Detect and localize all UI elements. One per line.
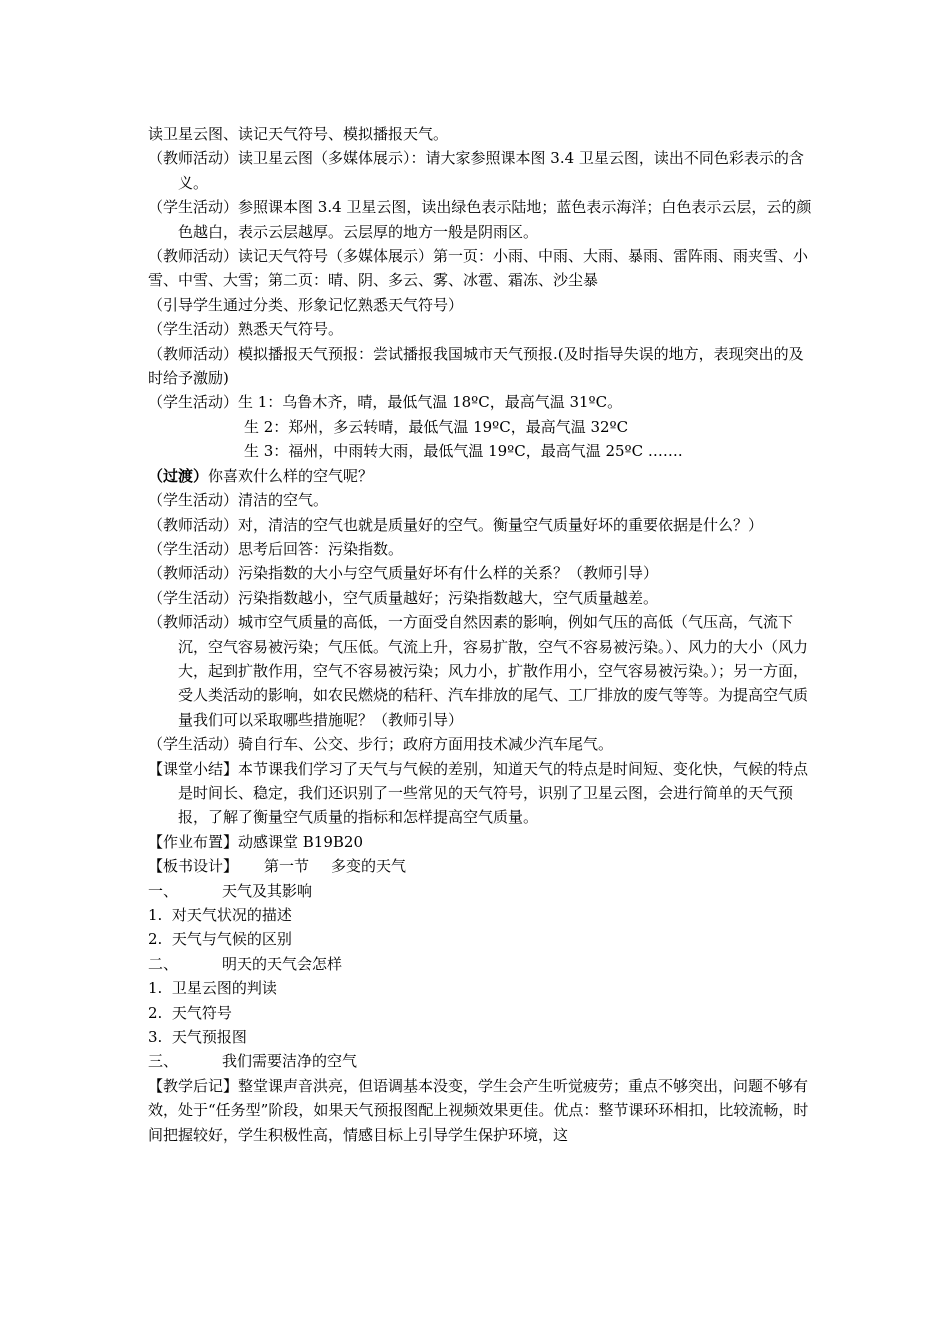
paragraph-transition (148, 464, 818, 488)
paragraph-teacher-index-relation: （教师活动）污染指数的大小与空气质量好坏有什么样的关系？（教师引导） (148, 564, 659, 583)
board-item-text: 天气预报图 (171, 1028, 247, 1047)
paragraph-teacher-air-quality: （教师活动）对，清洁的空气也就是质量好的空气。衡量空气质量好坏的重要依据是什么？） (148, 515, 764, 534)
board-item-num: 3. (148, 1028, 163, 1047)
board-item-num: 二、 (148, 954, 179, 973)
paragraph-guide-classify: （引导学生通过分类、形象记忆熟悉天气符号） (148, 295, 464, 314)
board-item-text: 天气与气候的区别 (171, 930, 292, 949)
board-item-2 (148, 903, 818, 927)
paragraph-student-clean-air: （学生活动）清洁的空气。 (148, 491, 329, 510)
board-item-num: 2. (148, 1003, 163, 1022)
paragraph-student-forecast-1: （学生活动）生 1：乌鲁木齐，晴，最低气温 18ºC，最高气温 31ºC。 (148, 393, 623, 412)
board-item-text: 对天气状况的描述 (171, 906, 292, 924)
paragraph-intro: 读卫星云图、读记天气符号、模拟播报天气。 (148, 125, 449, 143)
summary-text: 本节课我们学习了天气与气候的差别，知道天气的特点是时间短、变化快，气候的特点是时间长、稳定，我们还识别了一些常见的天气符号，识别了卫星云图，会进行简单的天气预报，了解了衡量空气质量的指标和怎样提高空气质量。 (178, 759, 809, 827)
transition-label: （过渡） (148, 466, 209, 485)
paragraph-homework (148, 830, 818, 854)
board-item-num: 一、 (148, 881, 179, 900)
board-item-num: 1. (148, 979, 163, 998)
board-item-num: 三、 (148, 1052, 179, 1071)
board-item-6 (148, 1001, 818, 1025)
board-item-5 (148, 976, 818, 1000)
paragraph-student-cloud-map: （学生活动）参照课本图 3.4 卫星云图，读出绿色表示陆地；蓝色表示海洋；白色表示云层，云的颜色越白，表示云层越厚。云层厚的地方一般是阴雨区。 (148, 198, 812, 241)
reflection-text: 整堂课声音洪亮，但语调基本没变，学生会产生听觉疲劳；重点不够突出，问题不够有效，处于“任务型”阶段，如果天气预报图配上视频效果更佳。优点：整节课环环相扣，比较流畅，时间把握较好，学生积极性高，情感目标上引导学生保护环境，这 (148, 1076, 809, 1144)
board-item-text: 明天的天气会怎样 (222, 954, 343, 973)
reflection-label: 【教学后记】 (148, 1076, 239, 1095)
board-item-text: 天气符号 (171, 1003, 232, 1022)
board-item-num: 2. (148, 930, 163, 949)
document-page (148, 122, 818, 1147)
paragraph-board-design (148, 854, 818, 878)
board-item-1 (148, 879, 818, 903)
paragraph-student-familiar: （学生活动）熟悉天气符号。 (148, 320, 344, 339)
paragraph-student-pollution-index: （学生活动）思考后回答：污染指数。 (148, 539, 404, 558)
board-item-4 (148, 952, 818, 976)
paragraph-student-forecast-2: 生 2：郑州，多云转晴，最低气温 19ºC，最高气温 32ºC (244, 417, 629, 436)
board-item-text: 天气及其影响 (222, 881, 313, 900)
transition-text: 你喜欢什么样的空气呢？ (208, 466, 374, 485)
paragraph-reflection (148, 1074, 818, 1147)
paragraph-student-forecast-3: 生 3：福州，中雨转大雨，最低气温 19ºC，最高气温 25ºC ……. (244, 442, 683, 461)
paragraph-student-index-relation: （学生活动）污染指数越小，空气质量越好；污染指数越大，空气质量越差。 (148, 588, 659, 607)
paragraph-teacher-cloud-map: （教师活动）读卫星云图（多媒体展示）：请大家参照课本图 3.4 卫星云图，读出不同色彩表示的含义。 (148, 149, 804, 192)
paragraph-teacher-weather-symbols: （教师活动）读记天气符号（多媒体展示）第一页：小雨、中雨、大雨、暴雨、雷阵雨、雨夹雪、小雪、中雪、大雪；第二页：晴、阴、多云、雾、冰雹、霜冻、沙尘暴 (148, 247, 809, 290)
board-item-7 (148, 1025, 818, 1049)
homework-text: 动感课堂 B19B20 (238, 832, 364, 851)
paragraph-teacher-city-air: （教师活动）城市空气质量的高低，一方面受自然因素的影响，例如气压的高低（气压高，气流下沉，空气容易被污染；气压低。气流上升，容易扩散，空气不容易被污染。）、风力的大小（风力大，起到扩散作用，空气不容易被污染；风力小，扩散作用小，空气容易被污染。）；另一方面，受人类活动的影响，如农民燃烧的秸秆、汽车排放的尾气、工厂排放的废气等等。为提高空气质量我们可以采取哪些措施呢？（教师引导） (148, 613, 809, 729)
board-item-3 (148, 927, 818, 951)
board-label: 【板书设计】 (148, 857, 239, 876)
board-item-8 (148, 1049, 818, 1073)
paragraph-summary (148, 757, 818, 830)
homework-label: 【作业布置】 (148, 832, 239, 851)
board-item-text: 卫星云图的判读 (171, 979, 277, 998)
board-title: 多变的天气 (331, 857, 407, 876)
board-item-num: 1. (148, 906, 163, 924)
paragraph-teacher-forecast: （教师活动）模拟播报天气预报：尝试播报我国城市天气预报.(及时指导失误的地方，表现突出的及时给予激励) (148, 344, 804, 388)
board-section: 第一节 (264, 857, 310, 876)
paragraph-student-measures: （学生活动）骑自行车、公交、步行；政府方面用技术减少汽车尾气。 (148, 735, 614, 754)
summary-label: 【课堂小结】 (148, 759, 239, 778)
board-item-text: 我们需要洁净的空气 (222, 1052, 358, 1071)
